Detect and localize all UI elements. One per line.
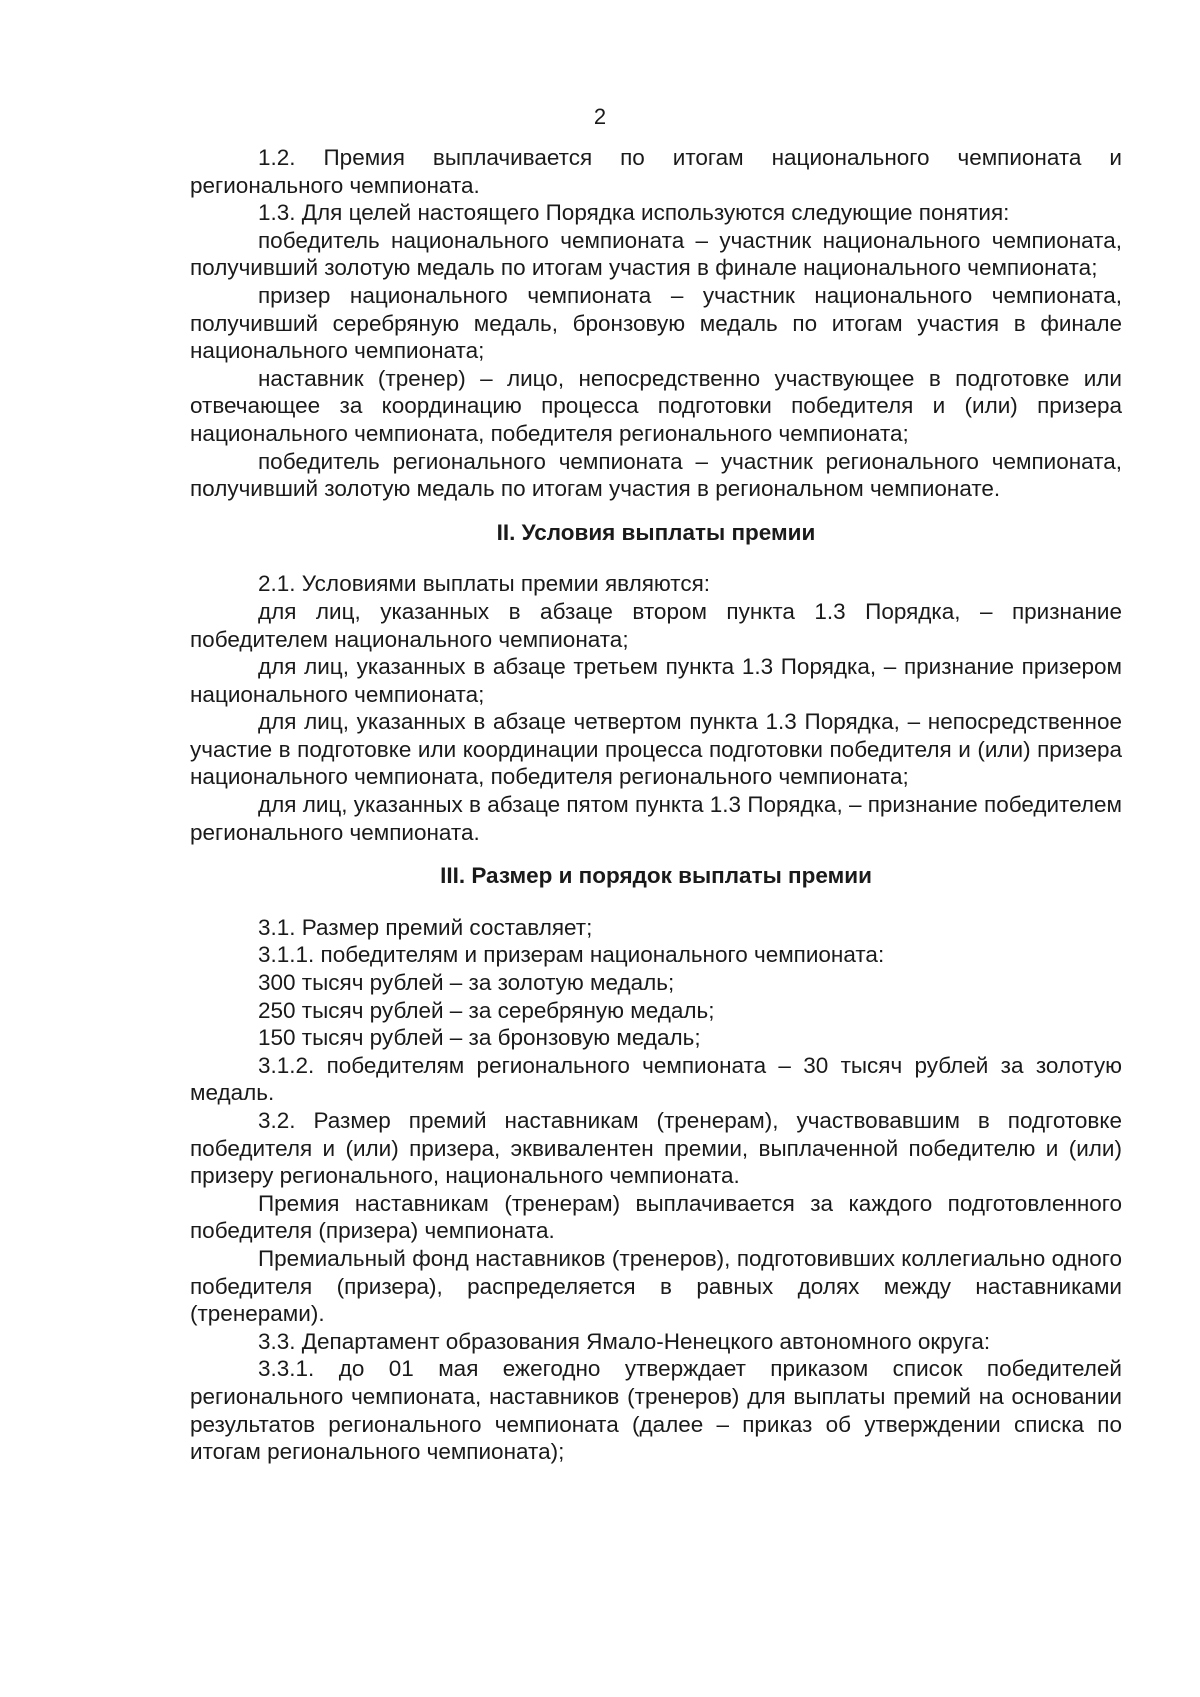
- paragraph-premium-fund: Премиальный фонд наставников (тренеров), подготовивших коллегиально одного победителя (призера), распределяется в равных долях между наставниками (тренерами).: [190, 1245, 1122, 1327]
- paragraph-3-3-1: 3.3.1. до 01 мая ежегодно утверждает приказом список победителей регионального чемпионата, наставников (тренеров) для выплаты премий на основании результатов регионального чемпионата (далее – приказ об утверждении списка по итогам регионального чемпионата);: [190, 1356, 1122, 1465]
- definition-national-winner: победитель национального чемпионата – участник национального чемпионата, получивший золотую медаль по итогам участия в финале национального чемпионата;: [190, 227, 1122, 281]
- condition-national-winner: для лиц, указанных в абзаце втором пункта 1.3 Порядка, – признание победителем национального чемпионата;: [190, 598, 1122, 652]
- paragraph-2-1: 2.1. Условиями выплаты премии являются:: [258, 571, 711, 597]
- amount-bronze: 150 тысяч рублей – за бронзовую медаль;: [258, 1025, 701, 1051]
- condition-regional-winner: для лиц, указанных в абзаце пятом пункта 1.3 Порядка, – признание победителем регионального чемпионата.: [190, 792, 1122, 845]
- paragraph-3-1-2: 3.1.2. победителям регионального чемпионата – 30 тысяч рублей за золотую медаль.: [190, 1052, 1122, 1106]
- definition-national-prizewinner: призер национального чемпионата – участник национального чемпионата, получивший серебряную медаль, бронзовую медаль по итогам участия в финале национального чемпионата;: [190, 282, 1122, 364]
- paragraph-1-2: 1.2. Премия выплачивается по итогам национального чемпионата и регионального чемпионата.: [190, 145, 1122, 198]
- section-2-heading: II. Условия выплаты премии: [496, 519, 816, 545]
- page-number: 2: [593, 104, 607, 129]
- amount-silver: 250 тысяч рублей – за серебряную медаль;: [258, 997, 715, 1023]
- document-body: [190, 144, 1122, 1466]
- amount-gold: 300 тысяч рублей – за золотую медаль;: [258, 970, 675, 996]
- paragraph-1-3: 1.3. Для целей настоящего Порядка используются следующие понятия:: [258, 200, 1010, 226]
- paragraph-3-3: 3.3. Департамент образования Ямало-Ненецкого автономного округа:: [258, 1328, 991, 1354]
- condition-national-prizewinner: для лиц, указанных в абзаце третьем пункта 1.3 Порядка, – признание призером национального чемпионата;: [190, 654, 1122, 707]
- definition-regional-winner: победитель регионального чемпионата – участник регионального чемпионата, получивший золотую медаль по итогам участия в региональном чемпионате.: [190, 448, 1122, 502]
- definition-mentor: наставник (тренер) – лицо, непосредственно участвующее в подготовке или отвечающее за координацию процесса подготовки победителя и (или) призера национального чемпионата, победителя регионального чемпионата;: [190, 365, 1122, 446]
- paragraph-3-1-1: 3.1.1. победителям и призерам национального чемпионата:: [258, 942, 885, 968]
- paragraph-mentor-premium: Премия наставникам (тренерам) выплачивается за каждого подготовленного победителя (призера) чемпионата.: [190, 1190, 1122, 1244]
- section-3-heading: III. Размер и порядок выплаты премии: [440, 863, 872, 889]
- paragraph-3-2: 3.2. Размер премий наставникам (тренерам), участвовавшим в подготовке победителя и (или) призера, эквивалентен премии, выплаченной победителю и (или) призеру регионального, национального чемпионата.: [190, 1108, 1122, 1189]
- condition-mentor: для лиц, указанных в абзаце четвертом пункта 1.3 Порядка, – непосредственное участие в подготовке или координации процесса подготовки победителя и (или) призера национального чемпионата, победителя регионального чемпионата;: [190, 709, 1122, 790]
- paragraph-3-1: 3.1. Размер премий составляет;: [258, 914, 593, 940]
